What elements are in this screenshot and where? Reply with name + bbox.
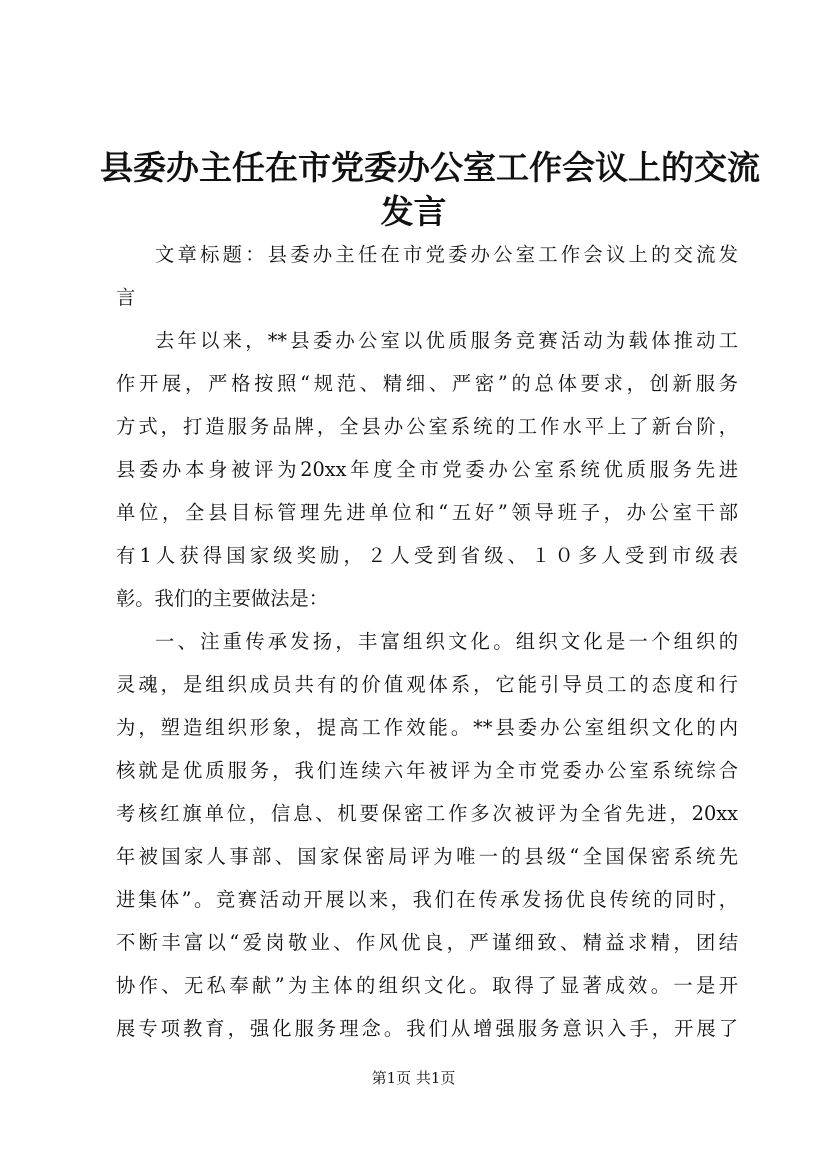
body-text-line: 核就是优质服务，我们连续六年被评为全市党委办公室系统综合	[116, 759, 738, 782]
body-text-line: 彰。我们的主要做法是：	[116, 587, 329, 610]
document-title-line-2: 发言	[380, 192, 447, 231]
body-text-line: 进集体”。竞赛活动开展以来，我们在传承发扬优良传统的同时，	[116, 888, 738, 911]
body-text-line: 灵魂，是组织成员共有的价值观体系，它能引导员工的态度和行	[116, 673, 738, 696]
body-text-line: 不断丰富以“爱岗敬业、作风优良，严谨细致、精益求精，团结	[116, 931, 738, 954]
article-title-line: 文章标题：县委办主任在市党委办公室工作会议上的交流发	[155, 243, 738, 266]
body-text-line: 有1人获得国家级奖励，２人受到省级、１０多人受到市级表	[116, 544, 738, 567]
body-text-line: 作开展，严格按照“规范、精细、严密”的总体要求，创新服务	[116, 372, 738, 395]
body-text-line: 一、注重传承发扬，丰富组织文化。组织文化是一个组织的	[155, 630, 738, 653]
body-text-line: 县委办本身被评为20xx年度全市党委办公室系统优质服务先进	[116, 458, 738, 481]
body-text-line: 去年以来，**县委办公室以优质服务竞赛活动为载体推动工	[155, 329, 738, 352]
body-text-line: 年被国家人事部、国家保密局评为唯一的县级“全国保密系统先	[116, 845, 738, 868]
article-title-line: 言	[116, 286, 136, 309]
body-text-line: 方式，打造服务品牌，全县办公室系统的工作水平上了新台阶，	[116, 415, 738, 438]
document-title-line-1: 县委办主任在市党委办公室工作会议上的交流	[100, 148, 760, 187]
body-text-line: 考核红旗单位，信息、机要保密工作多次被评为全省先进，20xx	[116, 802, 738, 825]
page-number-footer: 第1页 共1页	[371, 1069, 456, 1087]
body-text-line: 单位，全县目标管理先进单位和“五好”领导班子，办公室干部	[116, 501, 738, 524]
body-text-line: 展专项教育，强化服务理念。我们从增强服务意识入手，开展了	[116, 1017, 738, 1040]
body-text-line: 为，塑造组织形象，提高工作效能。**县委办公室组织文化的内	[116, 716, 738, 739]
body-text-line: 协作、无私奉献”为主体的组织文化。取得了显著成效。一是开	[116, 974, 738, 997]
